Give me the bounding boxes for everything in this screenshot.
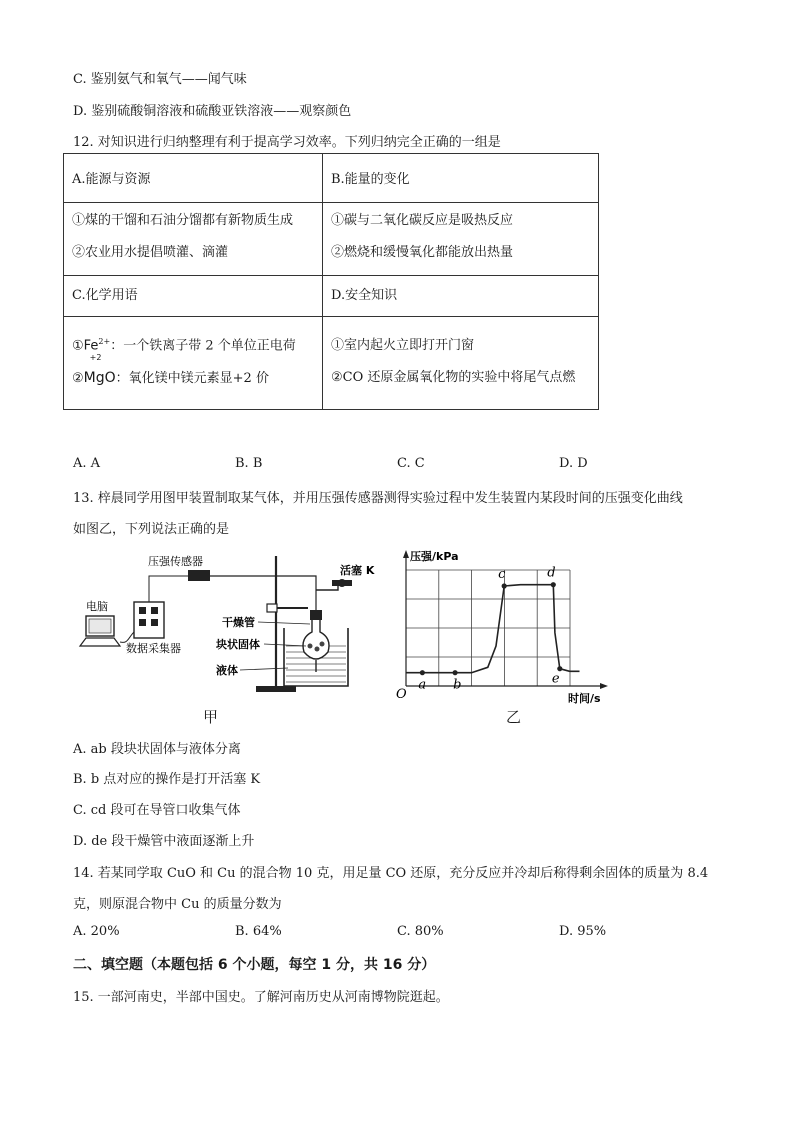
q12-cell-a-title: A.能源与资源 — [64, 154, 323, 203]
q15-stem: 15. 一部河南史，半部中国史。了解河南历史从河南博物院逛起。 — [73, 990, 449, 1005]
q12-cell-d-body — [323, 317, 599, 410]
chart-point-e — [557, 666, 562, 671]
q12-cell-c-body — [64, 317, 323, 410]
pressure-chart — [392, 548, 622, 708]
q12-d-item-1: ①室内起火立即打开门窗 — [331, 338, 475, 353]
solid-label: 块状固体 — [216, 638, 260, 651]
q14-option-c: C. 80% — [397, 924, 444, 939]
chart-point-label-d: d — [547, 565, 556, 581]
q12-b-item-2: ②燃烧和缓慢氧化都能放出热量 — [331, 245, 514, 260]
chart-point-label-b: b — [453, 677, 462, 693]
q12-stem: 12. 对知识进行归纳整理有利于提高学习效率。下列归纳完全正确的一组是 — [73, 135, 501, 150]
q12-table — [63, 153, 599, 410]
apparatus-figure — [70, 548, 390, 698]
sensor-label: 压强传感器 — [148, 555, 203, 568]
q11-option-d: D. 鉴别硫酸铜溶液和硫酸亚铁溶液——观察颜色 — [73, 104, 352, 119]
x-axis-arrow — [600, 683, 608, 689]
collector-label: 数据采集器 — [126, 642, 181, 655]
figure-b-caption: 乙 — [506, 708, 522, 726]
q14-option-a: A. 20% — [73, 924, 120, 939]
chart-point-d — [551, 582, 556, 587]
pressure-sensor-icon — [188, 570, 210, 581]
q12-option-c: C. C — [397, 456, 425, 471]
chart-point-b — [452, 670, 457, 675]
q12-option-b: B. B — [235, 456, 263, 471]
q14-option-b: B. 64% — [235, 924, 282, 939]
q13-option-c: C. cd 段可在导管口收集气体 — [73, 803, 241, 818]
chart-point-a — [420, 670, 425, 675]
q13-option-d: D. de 段干燥管中液面逐渐上升 — [73, 834, 255, 849]
q13-stem-line1: 13. 梓晨同学用图甲装置制取某气体，并用压强传感器测得实验过程中发生装置内某段时间的压强变化曲线 — [73, 491, 683, 506]
drying-tube-icon — [303, 610, 329, 672]
q12-cell-c-title: C.化学用语 — [64, 276, 323, 317]
y-axis-label: 压强/kPa — [410, 550, 459, 563]
stopcock-label: 活塞 K — [340, 564, 375, 577]
chart-point-label-a: a — [418, 677, 427, 693]
q12-a-item-1: ①煤的干馏和石油分馏都有新物质生成 — [72, 213, 294, 228]
computer-label: 电脑 — [86, 600, 108, 613]
q14-stem-line1: 14. 若某同学取 CuO 和 Cu 的混合物 10 克，用足量 CO 还原，充分反应并冷却后称得剩余固体的质量为 8.4 — [73, 866, 709, 881]
q12-cell-d-title: D.安全知识 — [323, 276, 599, 317]
computer-icon — [80, 616, 120, 646]
q12-c-item-1: $①Fe^{2+}$：一个铁离子带 2 个单位正电荷 — [72, 337, 296, 354]
q12-option-d: D. D — [559, 456, 588, 471]
origin-label: O — [396, 687, 407, 702]
x-axis-label: 时间/s — [568, 692, 601, 705]
q12-a-item-2: ②农业用水提倡喷灌、滴灌 — [72, 245, 229, 260]
q12-cell-b-title: B.能量的变化 — [323, 154, 599, 203]
chart-point-label-c: c — [498, 567, 506, 582]
figure-a-caption: 甲 — [203, 708, 219, 726]
q13-option-b: B. b 点对应的操作是打开活塞 K — [73, 772, 261, 787]
q14-stem-line2: 克，则原混合物中 Cu 的质量分数为 — [73, 897, 282, 912]
q13-stem-line2: 如图乙，下列说法正确的是 — [73, 522, 230, 537]
q14-option-d: D. 95% — [559, 924, 607, 939]
q12-c-item-2: ② +2 MgO：氧化镁中镁元素显+2 价 — [72, 353, 269, 387]
q12-d-item-2: ②CO 还原金属氧化物的实验中将尾气点燃 — [331, 370, 576, 385]
q12-options — [73, 456, 633, 472]
q13-option-a: A. ab 段块状固体与液体分离 — [73, 742, 241, 757]
pressure-curve — [406, 585, 580, 673]
chart-point-label-e: e — [551, 671, 560, 687]
q12-cell-a-body — [64, 203, 323, 276]
q12-option-a: A. A — [73, 456, 101, 471]
chart-point-c — [502, 583, 507, 588]
q12-b-item-1: ①碳与二氧化碳反应是吸热反应 — [331, 213, 514, 228]
stopcock-icon — [316, 579, 352, 590]
q11-option-c: C. 鉴别氨气和氧气——闻气味 — [73, 72, 247, 87]
data-collector-icon — [134, 602, 164, 638]
y-axis-arrow — [403, 550, 409, 558]
section-2-title: 二、填空题（本题包括 6 个小题，每空 1 分，共 16 分） — [73, 957, 436, 973]
q14-options — [73, 924, 633, 940]
liquid-label: 液体 — [216, 664, 238, 677]
chart-grid — [406, 570, 570, 686]
q12-cell-b-body — [323, 203, 599, 276]
drying-tube-label: 干燥管 — [222, 616, 255, 629]
